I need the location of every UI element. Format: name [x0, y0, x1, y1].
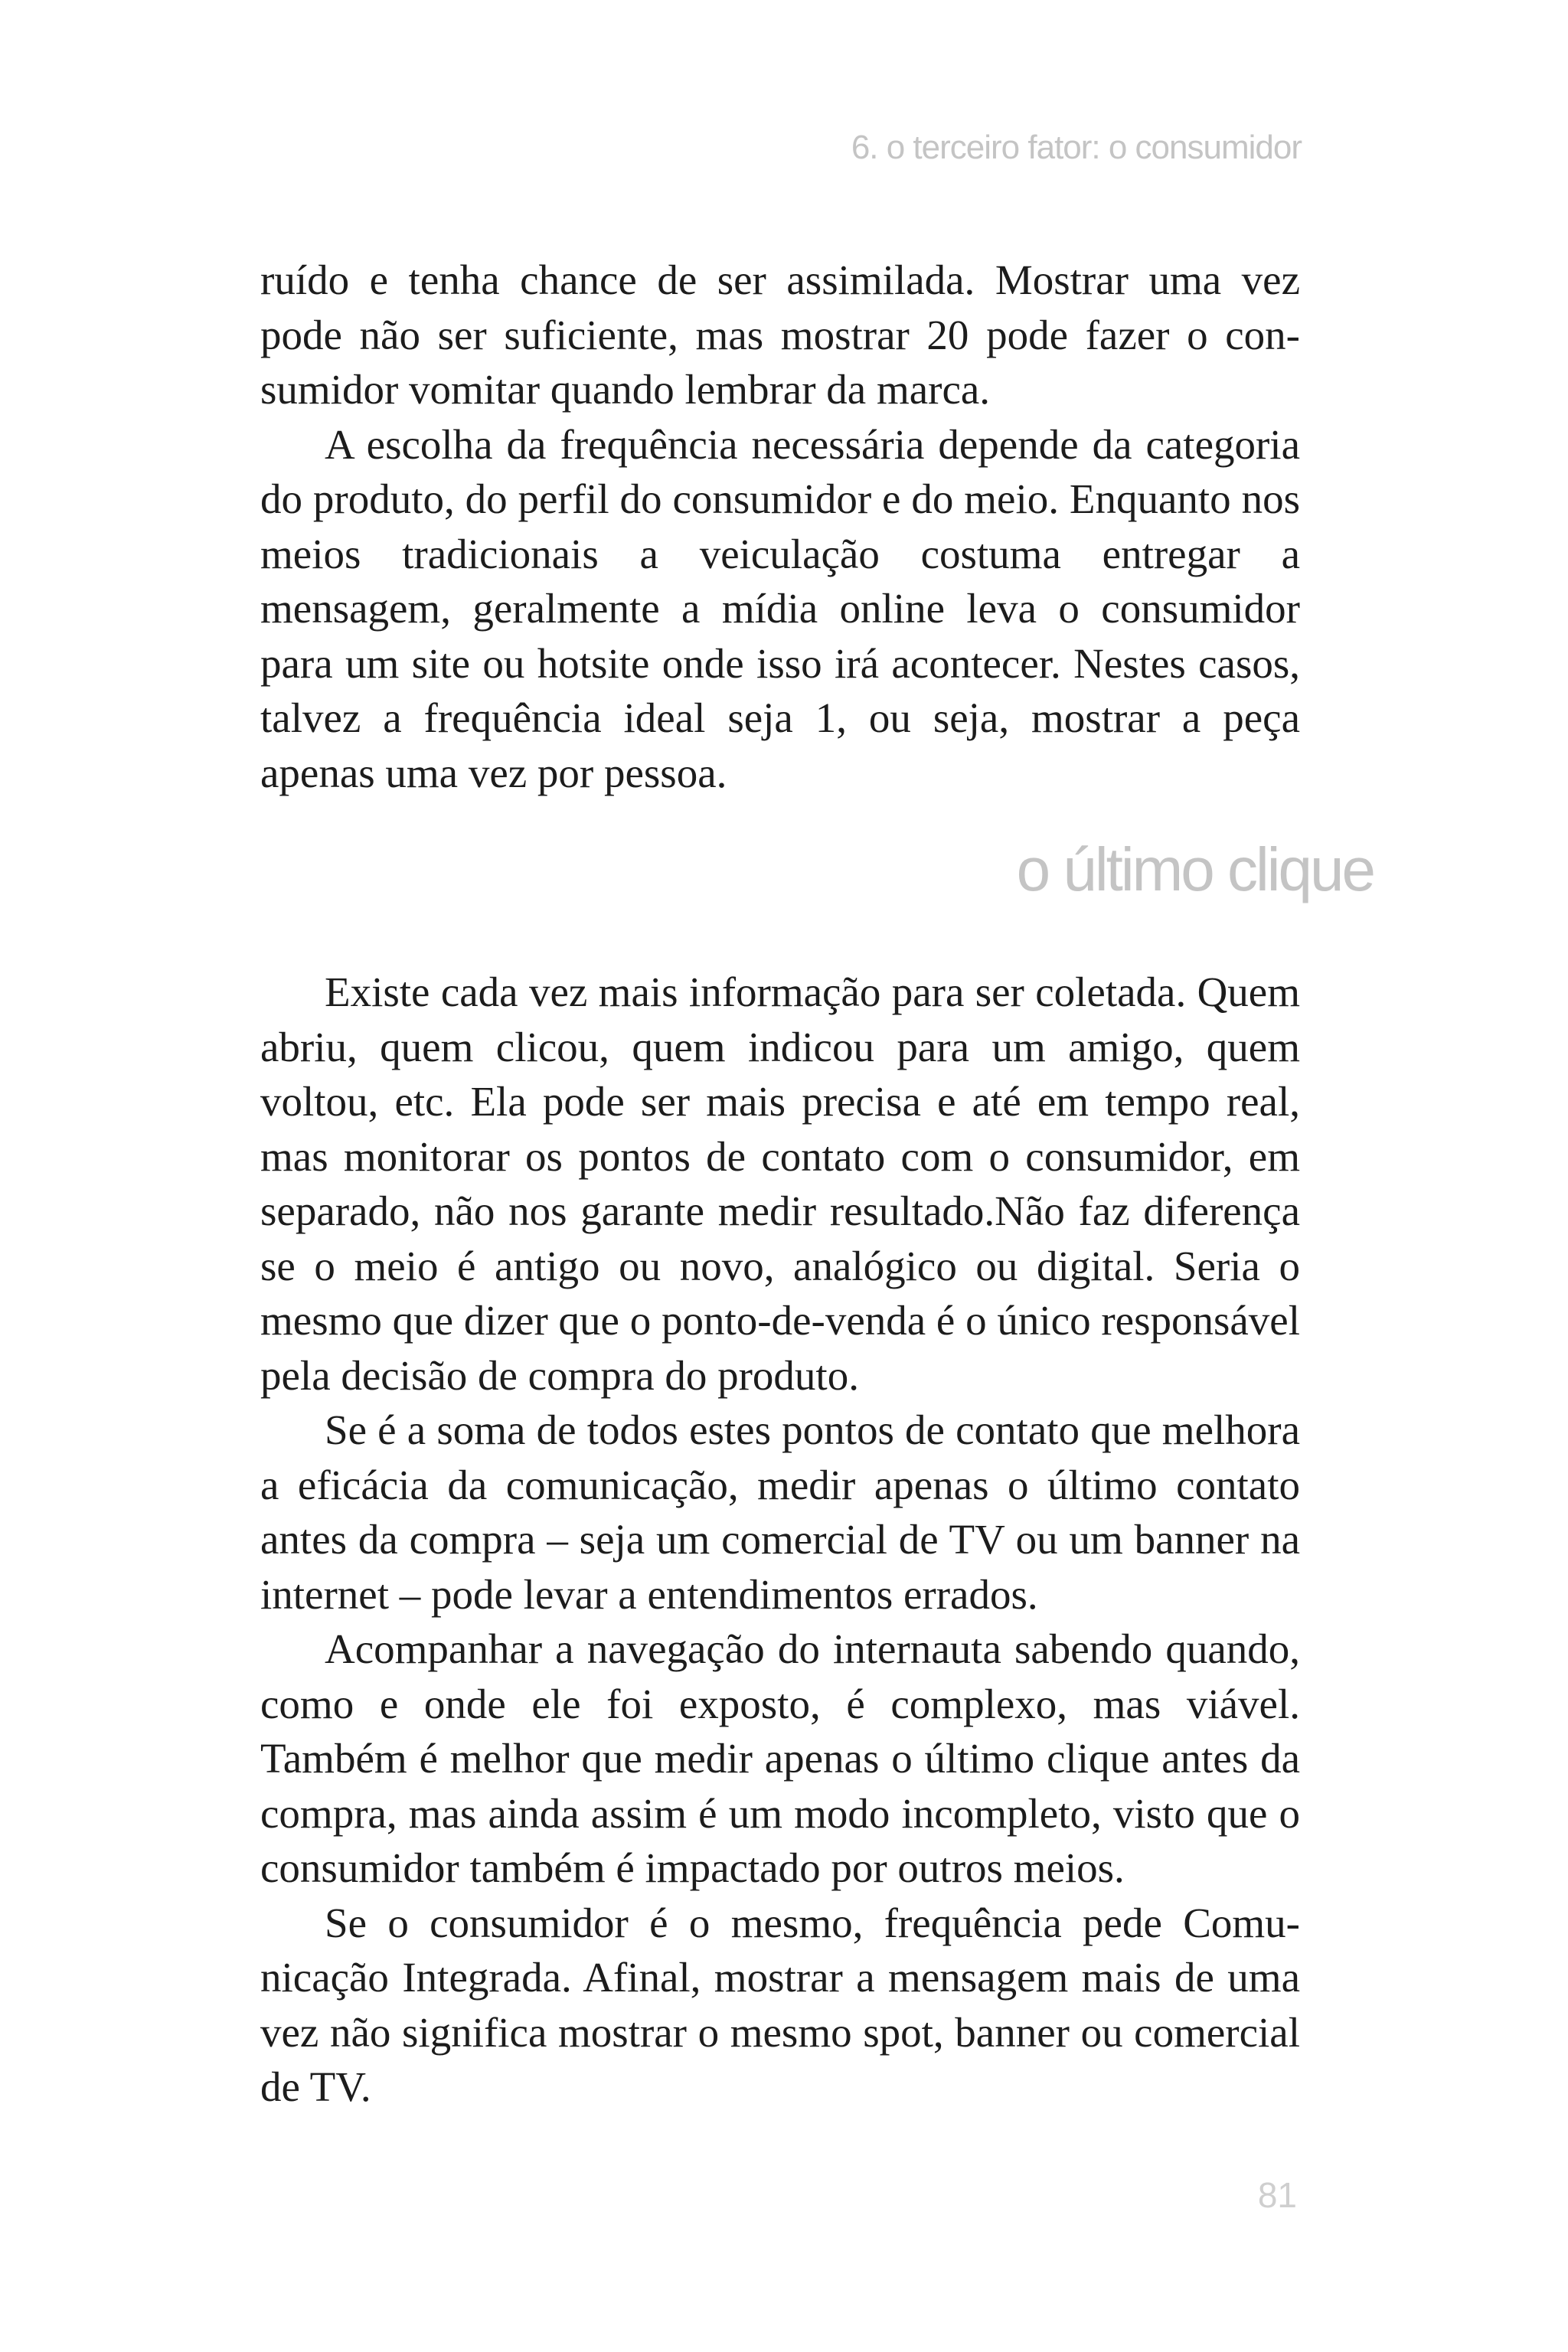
page-number: 81 [1257, 2175, 1297, 2215]
section-heading: o último clique [1016, 835, 1374, 903]
running-head: 6. o terceiro fator: o consumidor [851, 129, 1302, 166]
paragraph: ruído e tenha chance de ser assimilada. Mostrar uma vez pode não ser suficiente, mas mostrar 20 pode fazer o consumidor vomitar quando lembrar da marca. [260, 256, 1300, 413]
paragraph: A escolha da frequência necessária depende da categoria do produto, do perfil do consumidor e do meio. Enquanto nos meios tradicionais a veiculação costuma entregar a mensagem, geralmente a mídia online leva o consumidor para um site ou hotsite onde isso irá acontecer. Nestes casos, talvez a frequência ideal seja 1, ou seja, mostrar a peça apenas uma vez por pessoa. [260, 420, 1300, 796]
paragraph: Existe cada vez mais informação para ser coletada. Quem abriu, quem clicou, quem indicou para um amigo, quem voltou, etc. Ela pode ser mais precisa e até em tempo real, mas monitorar os pontos de contato com o consumidor, em separado, não nos garante medir resultado.Não faz diferença se o meio é antigo ou novo, analógico ou digital. Seria o mesmo que dizer que o ponto-de-venda é o único responsável pela decisão de compra do produto. [260, 969, 1300, 1399]
body-text-block-1 [260, 253, 1300, 800]
paragraph: Se o consumidor é o mesmo, frequência pede Comunicação Integrada. Afinal, mostrar a mensagem mais de uma vez não significa mostrar o mesmo spot, banner ou comercial de TV. [260, 1899, 1300, 2110]
paragraph: Acompanhar a navegação do internauta sabendo quando, como e onde ele foi exposto, é complexo, mas viável. Também é melhor que medir apenas o último clique antes da compra, mas ainda assim é um modo incompleto, visto que o consumidor também é impactado por outros meios. [260, 1625, 1300, 1891]
body-text-block-2 [260, 965, 1300, 2115]
paragraph: Se é a soma de todos estes pontos de contato que melhora a eficácia da comunicação, medir apenas o último contato antes da compra – seja um comercial de TV ou um banner na internet – pode levar a entendimentos errados. [260, 1406, 1300, 1618]
